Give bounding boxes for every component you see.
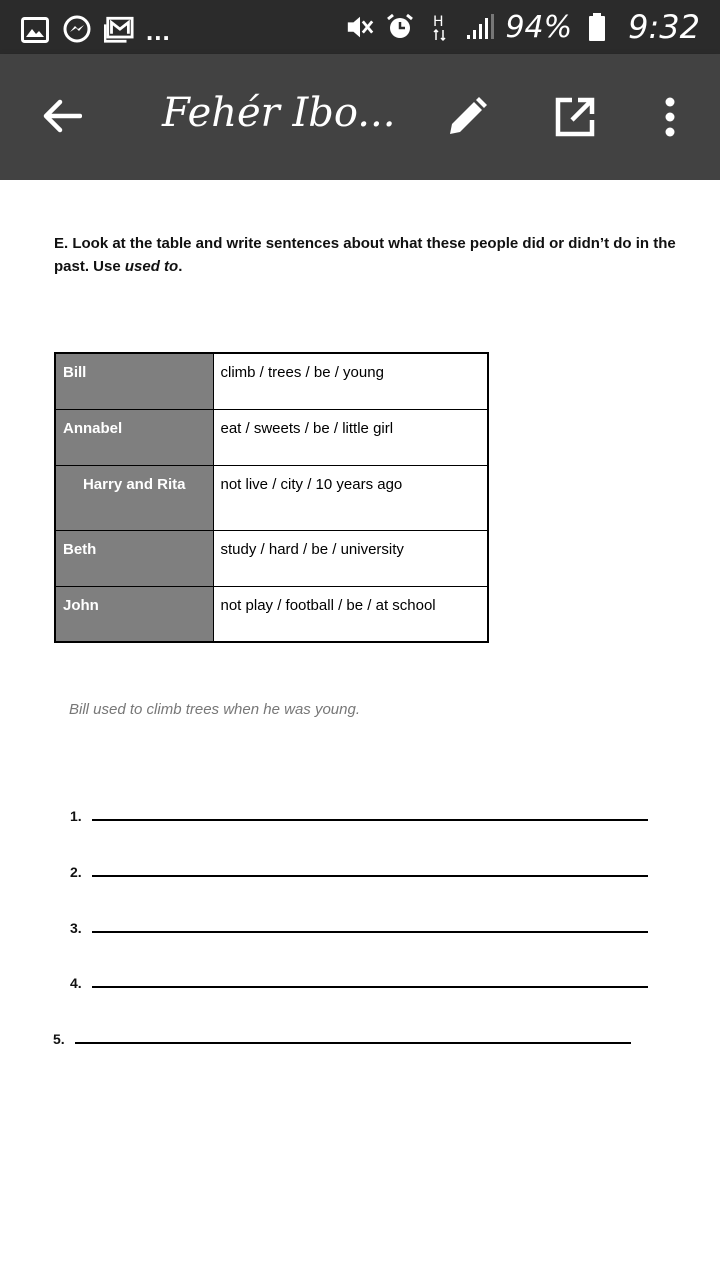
answer-blank	[92, 931, 648, 933]
document-title: Fehér Ibo...	[162, 90, 396, 136]
person-name: Beth	[55, 530, 213, 586]
answer-line-5	[53, 1027, 631, 1047]
clock-time: 9:32	[628, 8, 700, 46]
table-row	[55, 409, 488, 465]
activity-cue: study / hard / be / university	[213, 530, 488, 586]
person-name: Harry and Rita	[55, 465, 213, 530]
svg-text:H: H	[433, 14, 444, 30]
people-table	[54, 352, 489, 643]
answer-line-4	[70, 971, 648, 991]
answer-blank	[92, 986, 648, 988]
table-row	[55, 586, 488, 642]
answer-number: 5.	[53, 1031, 65, 1047]
email-icon	[104, 15, 134, 45]
person-name: Bill	[55, 353, 213, 409]
battery-icon	[582, 12, 612, 42]
exercise-instruction: E. Look at the table and write sentences about what these people did or didn’t do in the past. Use used to.	[54, 235, 676, 275]
mute-icon	[345, 12, 375, 42]
document-viewer[interactable]	[0, 180, 720, 1280]
table-row	[55, 530, 488, 586]
activity-cue: not live / city / 10 years ago	[213, 465, 488, 530]
person-name: John	[55, 586, 213, 642]
answer-number: 2.	[70, 864, 82, 880]
more-notifications-indicator: ...	[146, 16, 171, 46]
activity-cue: climb / trees / be / young	[213, 353, 488, 409]
battery-percentage: 94%	[505, 9, 573, 45]
person-name: Annabel	[55, 409, 213, 465]
answer-number: 3.	[70, 920, 82, 936]
answer-blank	[92, 819, 648, 821]
status-bar	[0, 0, 720, 54]
answer-blank	[92, 875, 648, 877]
answer-line-1	[70, 804, 648, 824]
activity-cue: not play / football / be / at school	[213, 586, 488, 642]
answer-blank	[75, 1042, 631, 1044]
activity-cue: eat / sweets / be / little girl	[213, 409, 488, 465]
more-vert-icon[interactable]	[650, 94, 690, 140]
network-h-icon	[425, 12, 455, 42]
example-sentence: Bill used to climb trees when he was young.	[69, 701, 360, 718]
open-external-icon[interactable]	[552, 94, 598, 140]
messenger-icon	[62, 15, 92, 45]
table-row	[55, 465, 488, 530]
answer-number: 1.	[70, 808, 82, 824]
answer-line-2	[70, 860, 648, 880]
edit-pencil-icon[interactable]	[444, 94, 490, 140]
signal-icon	[465, 12, 495, 42]
answer-line-3	[70, 916, 648, 936]
gallery-icon	[20, 15, 50, 45]
app-bar	[0, 54, 720, 180]
back-arrow-icon[interactable]	[40, 94, 84, 138]
table-row	[55, 353, 488, 409]
answer-number: 4.	[70, 975, 82, 991]
alarm-icon	[385, 12, 415, 42]
